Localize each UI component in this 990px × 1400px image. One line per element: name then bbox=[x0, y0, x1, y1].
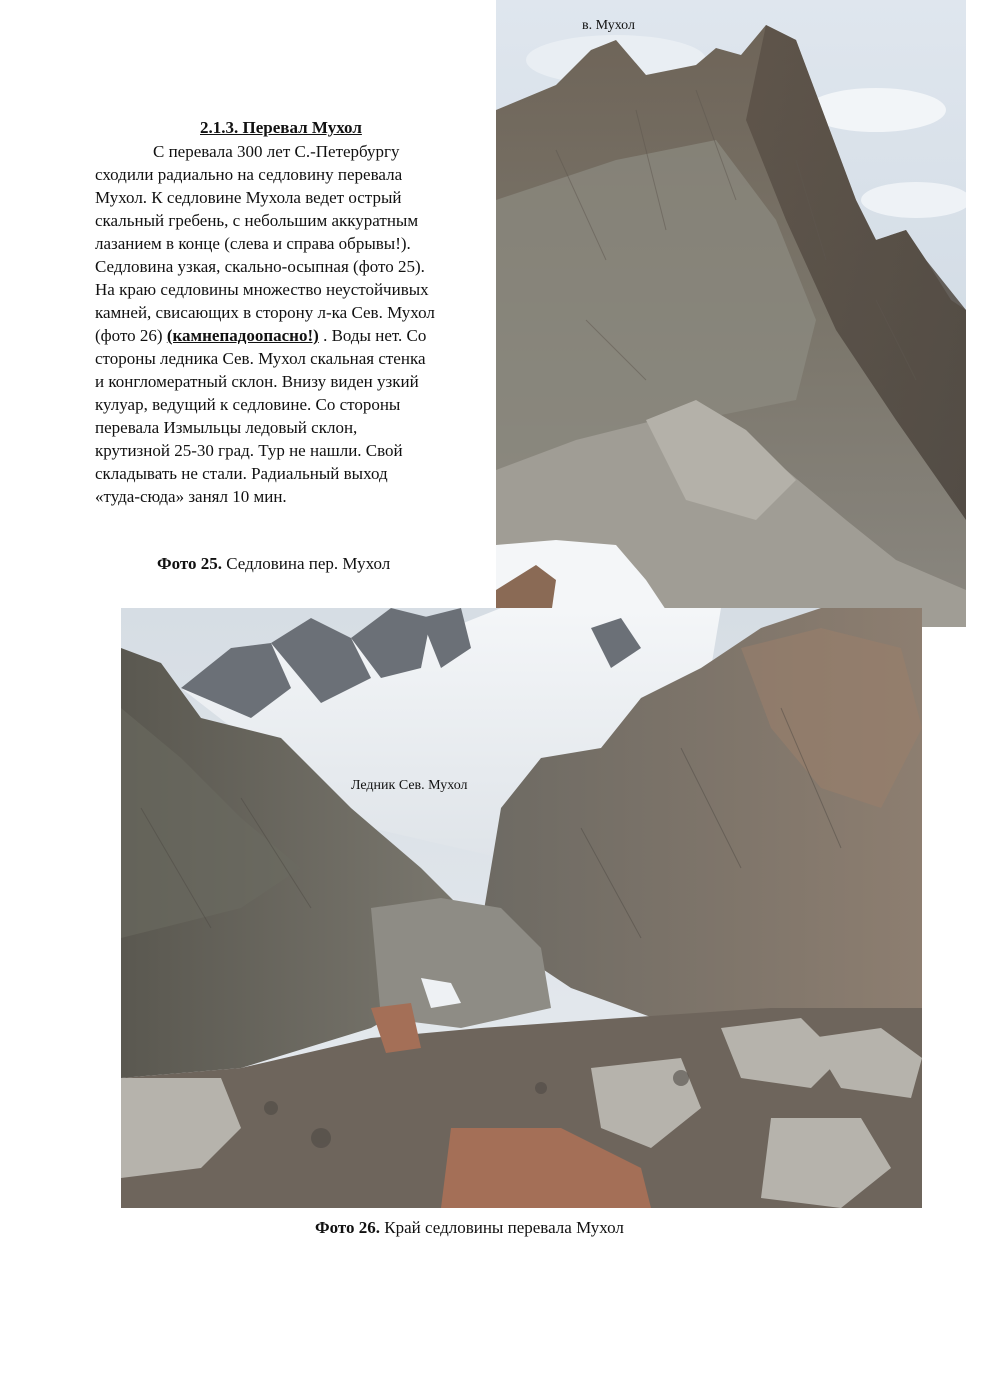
couloir-illustration bbox=[121, 608, 922, 1208]
body-line: Мухол. К седловине Мухола ведет острый bbox=[95, 188, 402, 207]
caption-text: Седловина пер. Мухол bbox=[222, 554, 391, 573]
photo-26-label: Ледник Сев. Мухол bbox=[351, 778, 468, 793]
caption-number: Фото 26. bbox=[315, 1218, 381, 1237]
body-line: С перевала 300 лет С.-Петербургу bbox=[153, 142, 400, 161]
body-line: Седловина узкая, скально-осыпная (фото 25). bbox=[95, 257, 425, 276]
body-line: стороны ледника Сев. Мухол скальная стенка bbox=[95, 349, 426, 368]
photo-25-caption bbox=[157, 554, 390, 574]
body-line: «туда-сюда» занял 10 мин. bbox=[95, 487, 287, 506]
body-line: крутизной 25-30 град. Тур не нашли. Свой bbox=[95, 441, 403, 460]
photo-25-ridge bbox=[496, 0, 966, 627]
body-line: сходили радиально на седловину перевала bbox=[95, 165, 403, 184]
photo-ref: (фото 26) bbox=[95, 326, 167, 345]
photo-26-couloir bbox=[121, 608, 922, 1208]
caption-number: Фото 25. bbox=[157, 554, 223, 573]
body-line: и конгломератный склон. Внизу виден узкий bbox=[95, 372, 419, 391]
rockfall-warning: (камнепадоопасно!) bbox=[166, 326, 319, 345]
body-line: лазанием в конце (слева и справа обрывы!). bbox=[95, 234, 411, 253]
body-line: камней, свисающих в сторону л-ка Сев. Мухол bbox=[95, 303, 435, 322]
photo-26-caption bbox=[315, 1218, 624, 1238]
section-body bbox=[95, 140, 495, 508]
body-line: складывать не стали. Радиальный выход bbox=[95, 464, 388, 483]
ridge-illustration bbox=[496, 0, 966, 627]
body-fragment: . Воды нет. Со bbox=[318, 326, 427, 345]
body-line: перевала Измыльцы ледовый склон, bbox=[95, 418, 358, 437]
caption-text: Край седловины перевала Мухол bbox=[380, 1218, 624, 1237]
body-line: кулуар, ведущий к седловине. Со стороны bbox=[95, 395, 401, 414]
body-line: скальный гребень, с небольшим аккуратным bbox=[95, 211, 419, 230]
body-line: На краю седловины множество неустойчивых bbox=[95, 280, 429, 299]
section-title: 2.1.3. Перевал Мухол bbox=[200, 118, 362, 137]
photo-25-label: в. Мухол bbox=[582, 18, 635, 33]
body-line-warning bbox=[95, 324, 495, 347]
